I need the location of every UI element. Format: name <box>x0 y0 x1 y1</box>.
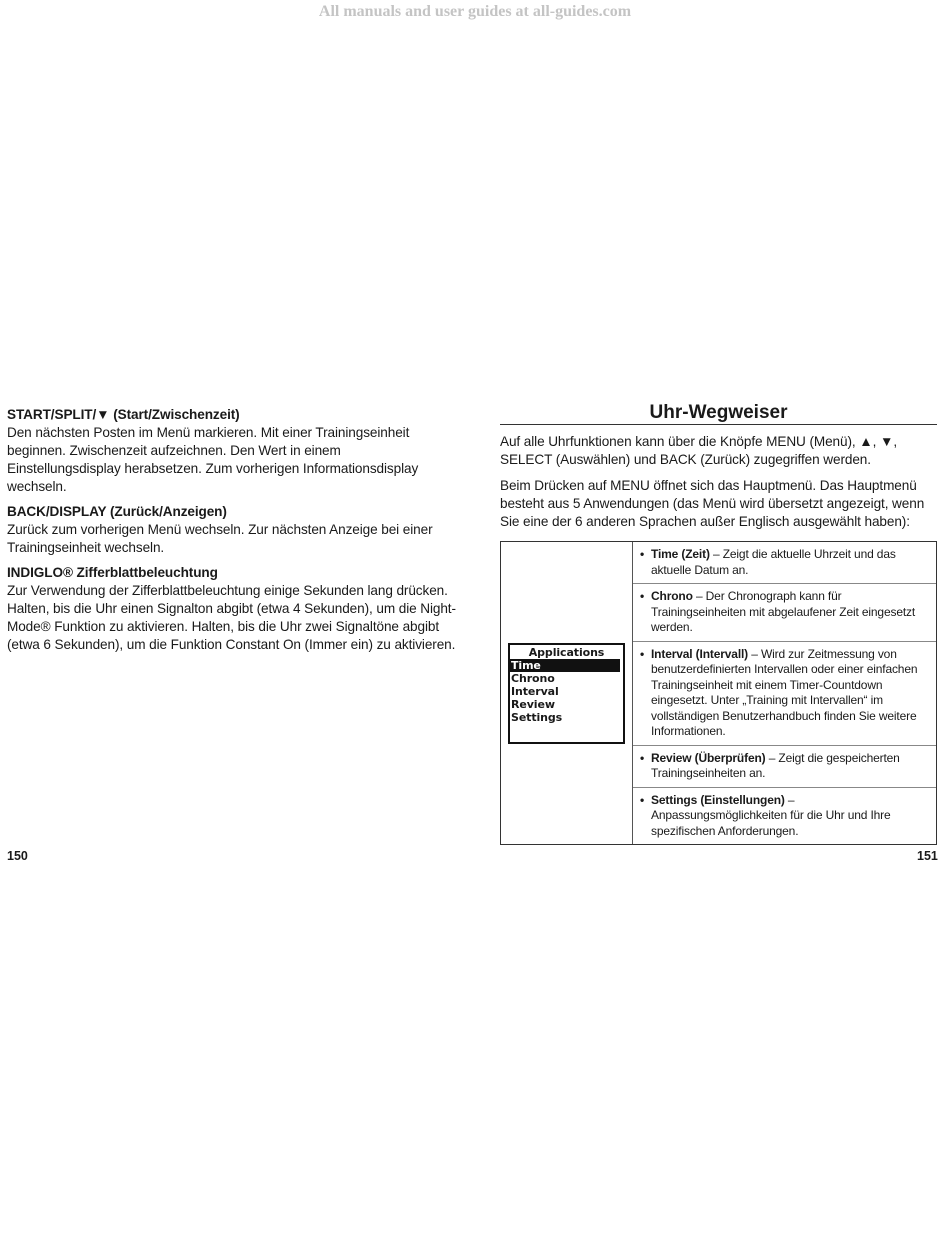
section-heading: START/SPLIT/▼ (Start/Zwischenzeit) <box>7 407 240 422</box>
screen-menu-item: Review <box>511 697 555 711</box>
description-text: – Der Chronograph kann für Trainingseinheiten mit abgelaufener Zeit eingesetzt werden. <box>651 589 916 634</box>
description-text: – Zeigt die aktuelle Uhrzeit und das aktuelle Datum an. <box>651 547 896 577</box>
section-body: Zurück zum vorherigen Menü wechseln. Zur nächsten Anzeige bei einer Trainingseinheit wechseln. <box>7 522 433 555</box>
section-indiglo <box>7 564 457 654</box>
section-heading: BACK/DISPLAY (Zurück/Anzeigen) <box>7 504 227 519</box>
description-text: – Wird zur Zeitmessung von benutzerdefinierten Intervallen oder einer einfachen Trainingseinheit mit einem Timer-Countdown eingesetzt. Unter „Training mit Intervallen“ im vollständigen Benutzerhandbuch finden Sie weitere Informationen. <box>651 646 918 738</box>
bullet: • <box>640 750 645 765</box>
description-term: Time (Zeit) <box>651 547 710 561</box>
description-row-time <box>633 542 936 584</box>
page-number-left: 150 <box>7 849 28 863</box>
screen-menu-item-selected: Time <box>510 659 620 672</box>
description-term: Review (Überprüfen) <box>651 750 766 765</box>
section-body: Den nächsten Posten im Menü markieren. Mit einer Trainingseinheit beginnen. Zwischenzeit aufzeichnen. Den Wert in einem Einstellungsdisplay herabsetzen. Zum vorherigen Informationsdisplay wechseln. <box>7 425 419 494</box>
intro-paragraph-2: Beim Drücken auf MENU öffnet sich das Hauptmenü. Das Hauptmenü besteht aus 5 Anwendungen (das Menü wird übersetzt angezeigt, wenn Sie eine der 6 anderen Sprachen außer Englisch ausgewählt haben): <box>500 478 925 529</box>
screen-menu-item: Chrono <box>511 671 555 685</box>
description-row-review <box>633 746 936 788</box>
bullet: • <box>640 792 645 807</box>
section-heading: INDIGLO® Zifferblattbeleuchtung <box>7 565 218 580</box>
left-page <box>7 406 457 661</box>
description-row-chrono <box>633 584 936 642</box>
bullet: • <box>640 646 645 661</box>
bullet: • <box>640 589 645 603</box>
watch-screen-illustration <box>508 643 625 744</box>
screen-title: Applications <box>528 645 605 659</box>
description-text: – Anpassungsmöglichkeiten für die Uhr und Ihre spezifischen Anforderungen. <box>651 792 891 838</box>
description-term: Chrono <box>651 589 693 603</box>
section-start-split <box>7 406 457 496</box>
screen-menu-item: Interval <box>511 684 559 698</box>
right-page <box>500 404 937 845</box>
section-body: Zur Verwendung der Zifferblattbeleuchtung einige Sekunden lang drücken. Halten, bis die Uhr einen Signalton abgibt (etwa 4 Sekunden), um die Night-Mode® Funktion zu aktivieren. Halten, bis die Uhr zwei Signaltöne abgibt (etwa 6 Sekunden), um die Funktion Constant On (Immer ein) zu aktivieren. <box>7 583 456 652</box>
section-back-display <box>7 503 457 557</box>
page-title: Uhr-Wegweiser <box>500 404 937 425</box>
description-row-settings <box>633 788 936 845</box>
page-number-right: 151 <box>917 849 938 863</box>
watermark: All manuals and user guides at all-guides.com <box>318 3 632 20</box>
description-row-interval <box>633 642 936 746</box>
bullet: • <box>640 547 645 561</box>
screen-menu-item: Settings <box>511 710 563 724</box>
description-term: Settings (Einstellungen) <box>651 792 785 807</box>
intro-paragraph-1: Auf alle Uhrfunktionen kann über die Knöpfe MENU (Menü), ▲, ▼, SELECT (Auswählen) und BACK (Zurück) zugegriffen werden. <box>500 434 897 467</box>
applications-table <box>500 541 937 845</box>
watch-screen-cell <box>501 542 633 844</box>
description-text: – Zeigt die gespeicherten Trainingseinheiten an. <box>651 750 900 780</box>
descriptions-cell <box>633 542 936 844</box>
description-term: Interval (Intervall) <box>651 646 749 661</box>
